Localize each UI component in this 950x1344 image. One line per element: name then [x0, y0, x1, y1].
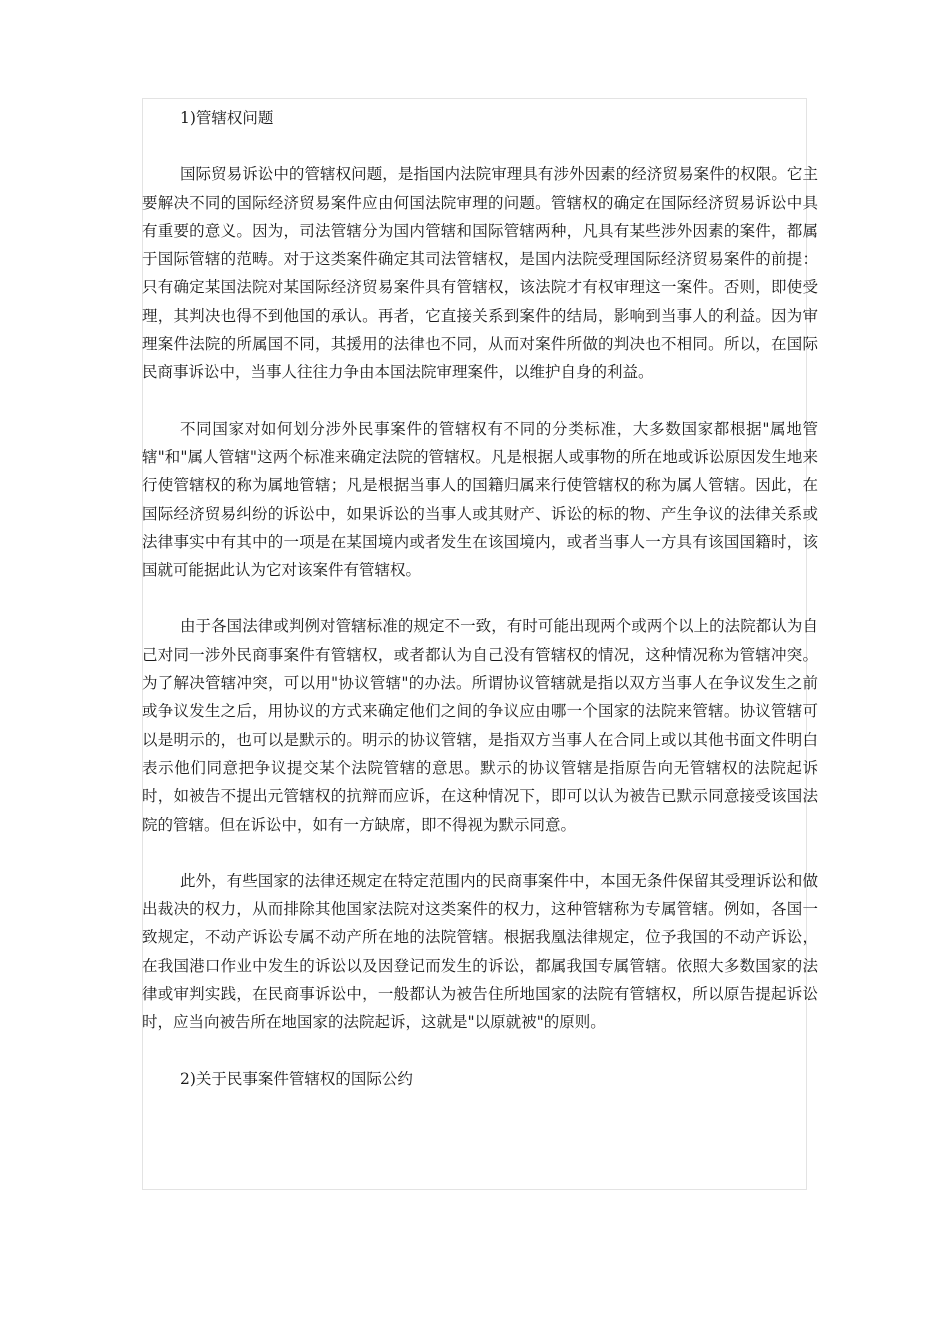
section-heading-international-conventions: 2)关于民事案件管辖权的国际公约: [180, 1069, 413, 1088]
paragraph-exclusive-jurisdiction: 此外，有些国家的法律还规定在特定范围内的民商事案件中，本国无条件保留其受理诉讼和做出裁决的权力，从而排除其他国家法院对这类案件的权力，这种管辖称为专属管辖。例如，各国一致规定，不动产诉讼专属不动产所在地的法院管辖。根据我凰法律规定，位予我国的不动产诉讼，在我国港口作业中发生的诉讼以及因登记而发生的诉讼，都属我国专属管辖。依照大多数国家的法律或审判实践，在民商事诉讼中，一般都认为被告住所地国家的法院有管辖权，所以原告提起诉讼时，应当向被告所在地国家的法院起诉，这就是"以原就被"的原则。: [142, 871, 818, 1032]
paragraph-territorial-personal-jurisdiction: 不同国家对如何划分涉外民事案件的管辖权有不同的分类标准，大多数国家都根据"属地管辖"和"属人管辖"这两个标准来确定法院的管辖权。凡是根据人或事物的所在地或诉讼原因发生地来行使管辖权的称为属地管辖；凡是根据当事人的国籍归属来行使管辖权的称为属人管辖。因此，在国际经济贸易纠纷的诉讼中，如果诉讼的当事人或其财产、诉讼的标的物、产生争议的法律关系或法律事实中有其中的一项是在某国境内或者发生在该国境内，或者当事人一方具有该国国籍时，该国就可能据此认为它对该案件有管辖权。: [142, 419, 818, 580]
paragraph-gap: [142, 1037, 818, 1065]
document-body: [142, 104, 818, 1093]
paragraph-gap: [142, 584, 818, 612]
paragraph-jurisdiction-definition: 国际贸易诉讼中的管辖权问题，是指国内法院审理具有涉外因素的经济贸易案件的权限。它主要解决不同的国际经济贸易案件应由何国法院审理的问题。管辖权的确定在国际经济贸易诉讼中具有重要的意义。因为，司法管辖分为国内管辖和国际管辖两种，凡具有某些涉外因素的案件，都属于国际管辖的范畴。对于这类案件确定其司法管辖权，是国内法院受理国际经济贸易案件的前提：只有确定某国法院对某国际经济贸易案件具有管辖权，该法院才有权审理这一案件。否则，即使受理，其判决也得不到他国的承认。再者，它直接关系到案件的结局，影响到当事人的利益。因为审理案件法院的所属国不同，其援用的法律也不同，从而对案件所做的判决也不相同。所以，在国际民商事诉讼中，当事人往往力争由本国法院审理案件，以维护自身的利益。: [142, 165, 818, 382]
section-heading-jurisdiction: 1)管辖权问题: [180, 109, 274, 127]
paragraph-gap: [142, 132, 818, 160]
paragraph-gap: [142, 839, 818, 867]
paragraph-gap: [142, 387, 818, 415]
paragraph-jurisdiction-conflict: 由于各国法律或判例对管辖标准的规定不一致，有时可能出现两个或两个以上的法院都认为自己对同一涉外民商事案件有管辖权，或者都认为自己没有管辖权的情况，这种情况称为管辖冲突。为了解决管辖冲突，可以用"协议管辖"的办法。所谓协议管辖就是指以双方当事人在争议发生之前或争议发生之后，用协议的方式来确定他们之间的争议应由哪一个国家的法院来管辖。协议管辖可以是明示的，也可以是默示的。明示的协议管辖，是指双方当事人在合同上或以其他书面文件明白表示他们同意把争议提交某个法院管辖的意思。默示的协议管辖是指原告向无管辖权的法院起诉时，如被告不提出元管辖权的抗辩而应诉，在这种情况下，即可以认为被告已默示同意接受该国法院的管辖。但在诉讼中，如有一方缺席，即不得视为默示同意。: [142, 617, 818, 834]
